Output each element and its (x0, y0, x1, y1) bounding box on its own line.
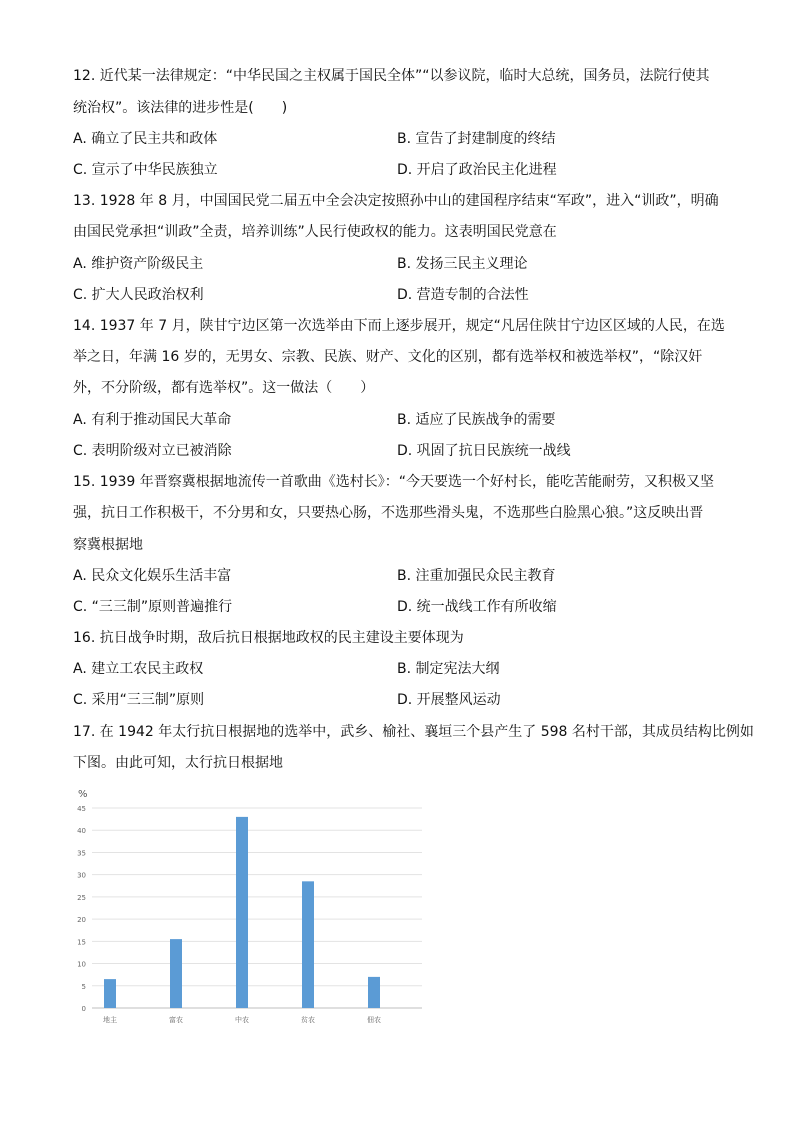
x-tick-label: 佃农 (367, 1016, 381, 1024)
q14-option-c: C. 表明阶级对立已被消除 (73, 443, 232, 459)
q15-option-c: C. “三三制”原则普遍推行 (73, 599, 233, 615)
q14-option-a: A. 有利于推动国民大革命 (73, 412, 232, 428)
bar-3 (236, 817, 248, 1008)
q15-stem-line-2: 强，抗日工作积极干，不分男和女，只要热心肠，不选那些滑头鬼，不选那些白脸黑心狼。”这反映出晋 (73, 505, 704, 521)
y-tick-label: 35 (77, 849, 86, 858)
q12-option-d: D. 开启了政治民主化进程 (397, 162, 557, 178)
q17-stem-line-1: 17. 在 1942 年太行抗日根据地的选举中，武乡、榆社、襄垣三个县产生了 598 名村干部，其成员结构比例如 (73, 724, 754, 740)
q12-stem-line-1: 12. 近代某一法律规定：“中华民国之主权属于国民全体”“以参议院，临时大总统，国务员，法院行使其 (73, 68, 710, 84)
x-tick-labels (103, 1015, 381, 1024)
q13-stem-line-2: 由国民党承担“训政”全责，培养训练”人民行使政权的能力。这表明国民党意在 (73, 224, 557, 240)
q13-stem-line-1: 13. 1928 年 8 月，中国国民党二届五中全会决定按照孙中山的建国程序结束“军政”，进入“训政”，明确 (73, 193, 719, 209)
y-tick-labels (77, 805, 86, 1013)
q17-stem-line-2: 下图。由此可知，太行抗日根据地 (73, 755, 283, 771)
q16-option-b: B. 制定宪法大纲 (397, 661, 500, 677)
y-tick-label: 15 (77, 938, 86, 947)
q16-option-a: A. 建立工农民主政权 (73, 661, 204, 677)
q16-option-d: D. 开展整风运动 (397, 692, 501, 708)
q15-option-b: B. 注重加强民众民主教育 (397, 568, 556, 584)
q15-option-a: A. 民众文化娱乐生活丰富 (73, 568, 232, 584)
q16-option-c: C. 采用“三三制”原则 (73, 692, 205, 708)
bar-2 (170, 939, 182, 1008)
bar-4 (302, 881, 314, 1008)
q12-stem-line-2: 统治权”。该法律的进步性是( ) (73, 100, 288, 116)
x-tick-label: 中农 (235, 1016, 249, 1024)
q15-stem-line-3: 察冀根据地 (73, 537, 143, 553)
q15-stem-line-1: 15. 1939 年晋察冀根据地流传一首歌曲《选村长》：“今天要选一个好村长，能吃苦能耐劳，又积极又坚 (73, 474, 715, 490)
q14-stem-line-2: 举之日，年满 16 岁的，无男女、宗教、民族、财产、文化的区别，都有选举权和被选举权”，“除汉奸 (73, 349, 703, 365)
q16-stem-line-1: 16. 抗日战争时期，敌后抗日根据地政权的民主建设主要体现为 (73, 630, 464, 646)
bars (104, 817, 380, 1008)
bar-5 (368, 977, 380, 1008)
y-tick-label: 20 (77, 916, 86, 925)
bar-chart (70, 782, 430, 1032)
q13-option-b: B. 发扬三民主义理论 (397, 256, 528, 272)
x-tick-label: 富农 (169, 1016, 183, 1024)
q14-option-b: B. 适应了民族战争的需要 (397, 412, 556, 428)
bar-1 (104, 979, 116, 1008)
q12-option-c: C. 宣示了中华民族独立 (73, 162, 218, 178)
q14-stem-line-1: 14. 1937 年 7 月，陕甘宁边区第一次选举由下而上逐步展开，规定“凡居住陕甘宁边区区域的人民，在选 (73, 318, 725, 334)
y-tick-label: 10 (77, 960, 86, 969)
y-tick-label: 5 (81, 982, 86, 991)
y-tick-label: 25 (77, 893, 86, 902)
y-tick-label: 40 (77, 827, 86, 836)
y-axis-label: % (78, 789, 88, 800)
x-tick-label: 贫农 (301, 1016, 315, 1024)
q13-option-c: C. 扩大人民政治权利 (73, 287, 204, 303)
q14-stem-line-3: 外，不分阶级，都有选举权”。这一做法（ ） (73, 380, 375, 396)
q13-option-d: D. 营造专制的合法性 (397, 287, 529, 303)
x-tick-label: 地主 (103, 1016, 117, 1024)
q12-option-b: B. 宣告了封建制度的终结 (397, 131, 556, 147)
y-tick-label: 45 (77, 805, 86, 813)
y-tick-label: 0 (81, 1005, 86, 1013)
q14-option-d: D. 巩固了抗日民族统一战线 (397, 443, 571, 459)
q15-option-d: D. 统一战线工作有所收缩 (397, 599, 557, 615)
q13-option-a: A. 维护资产阶级民主 (73, 256, 204, 272)
q12-option-a: A. 确立了民主共和政体 (73, 131, 218, 147)
y-tick-label: 30 (77, 871, 86, 880)
